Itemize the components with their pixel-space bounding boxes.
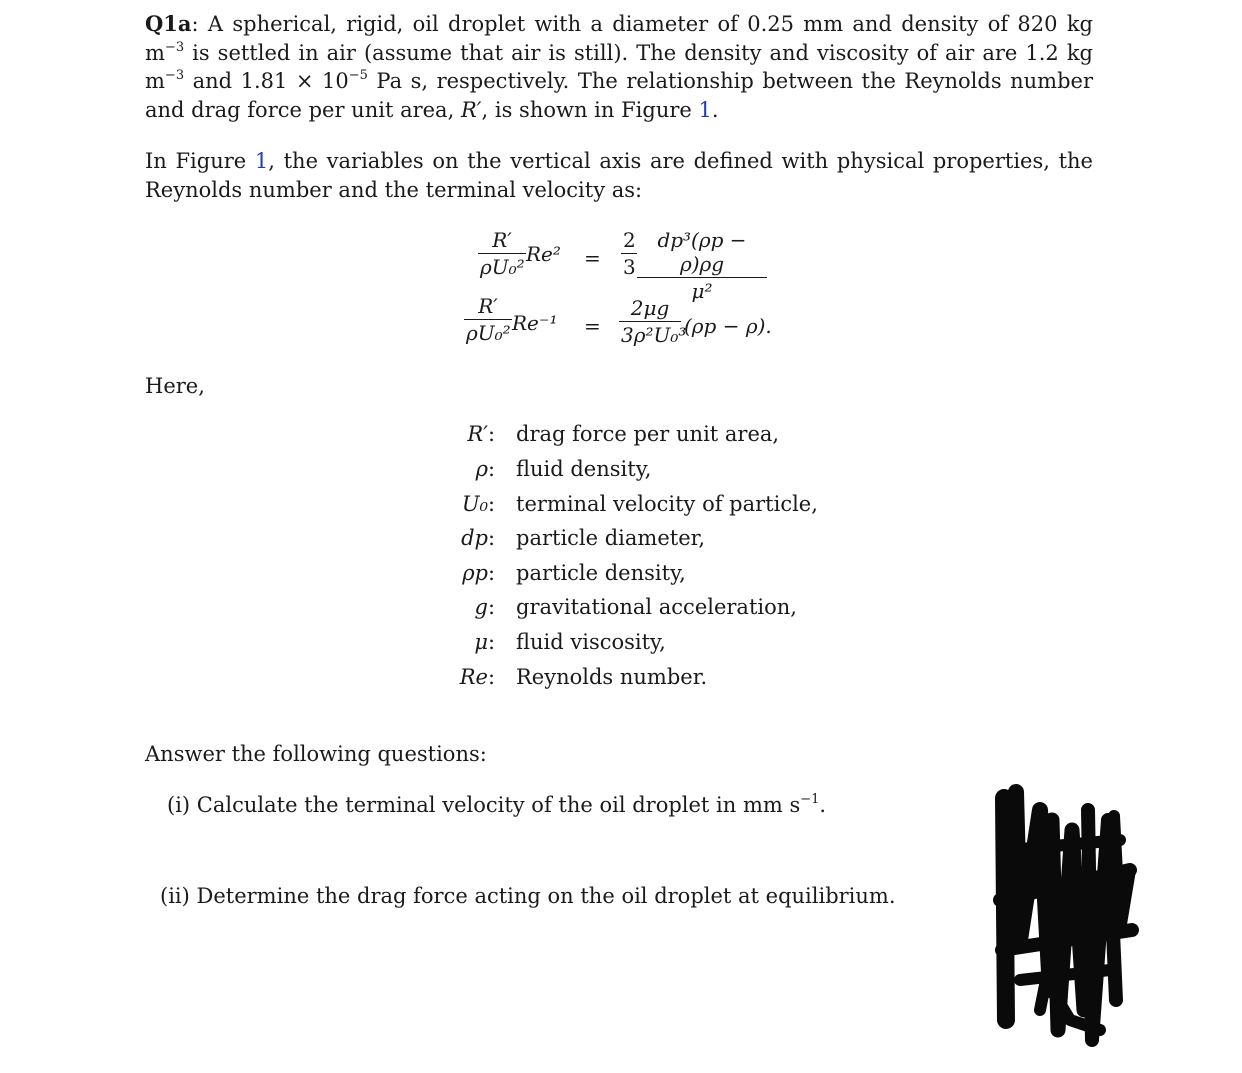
eq1-coefficient (621, 228, 637, 279)
eq2-rhs-tail: (ρp − ρ). (684, 314, 772, 338)
definition-row (420, 422, 920, 456)
definition-row (420, 665, 920, 699)
eq2-lhs-numerator: R′ (478, 294, 498, 318)
viscosity-exponent: −5 (348, 68, 368, 83)
answer-intro: Answer the following questions: (145, 742, 487, 766)
eq1-rhs-numerator: dp³(ρp − ρ)ρg (657, 228, 747, 276)
eq1-rhs-fraction (637, 228, 767, 303)
definition-symbol: dp (461, 526, 488, 550)
definition-symbol: Re (459, 665, 488, 689)
definition-text: terminal velocity of particle, (516, 492, 818, 516)
eq2-rhs-bar (619, 321, 681, 322)
definition-colon: : (488, 422, 496, 446)
figure-intro-text-1: In Figure (145, 149, 255, 173)
part-i-text: Calculate the terminal velocity of the oil droplet in mm s (196, 793, 801, 817)
definition-symbol: U₀ (461, 492, 488, 516)
definition-colon: : (488, 492, 496, 516)
r-prime-symbol: R′ (460, 97, 482, 122)
definition-text: fluid viscosity, (516, 630, 666, 654)
eq2-equals: = (584, 314, 601, 338)
eq2-lhs-reynolds: Re⁻¹ (512, 311, 558, 335)
definition-symbol: g (474, 595, 488, 619)
part-ii (160, 882, 960, 911)
part-i-exponent: −1 (800, 792, 820, 807)
figure-reference-link-2[interactable]: 1 (254, 149, 269, 173)
part-i-end: . (819, 793, 827, 817)
air-density-exponent: −3 (164, 68, 185, 83)
question-text-6: . (711, 97, 719, 122)
definition-text: particle density, (516, 561, 686, 585)
eq1-rhs-bar (637, 277, 767, 278)
question-text-1: : A spherical, rigid, oil droplet with a diameter of 0.25 mm and density of 820 kg m (145, 12, 1093, 65)
eq1-lhs-fraction (478, 228, 526, 279)
eq2-lhs-fraction (464, 294, 512, 345)
eq1-coef-numerator: 2 (623, 228, 636, 252)
definition-colon: : (488, 457, 496, 481)
definition-row (420, 595, 920, 629)
part-ii-label: (ii) (160, 884, 190, 908)
definition-symbol: ρp (462, 561, 488, 585)
figure-reference-link[interactable]: 1 (698, 97, 712, 122)
question-label: Q1a (145, 11, 192, 36)
question-paragraph (145, 10, 1093, 124)
definition-row (420, 492, 920, 526)
here-label: Here, (145, 374, 205, 398)
eq1-coef-bar (621, 253, 637, 254)
question-text-3: and 1.81 × 10 (184, 69, 349, 93)
definition-colon: : (488, 630, 496, 654)
eq1-coef-denominator: 3 (623, 255, 636, 279)
density-exponent: −3 (164, 39, 185, 55)
definition-colon: : (488, 526, 496, 550)
redaction-scribble (980, 780, 1150, 1060)
definition-row (420, 457, 920, 491)
definition-text: fluid density, (516, 457, 652, 481)
question-text-4: Pa s, respectively. The relationship between the Reynolds number and drag force per unit area, (145, 69, 1093, 122)
definition-symbol: ρ (475, 457, 488, 481)
question-text-5: , is shown in Figure (481, 97, 699, 122)
definition-colon: : (488, 561, 496, 585)
definition-text: drag force per unit area, (516, 422, 780, 446)
figure-intro-paragraph (145, 147, 1093, 204)
eq1-lhs-reynolds: Re² (526, 242, 561, 266)
definition-colon: : (488, 665, 496, 689)
part-ii-text: Determine the drag force acting on the oil droplet at equilibrium. (196, 884, 896, 908)
part-i-label: (i) (167, 793, 191, 817)
definition-row (420, 561, 920, 595)
definition-text: particle diameter, (516, 526, 706, 550)
figure-intro-text-2: , the variables on the vertical axis are defined with physical properties, the Reynolds number and the terminal velocity as: (145, 149, 1093, 202)
definition-text: Reynolds number. (516, 665, 708, 689)
definition-symbol: μ (474, 630, 488, 654)
part-i (167, 791, 967, 820)
eq2-rhs-numerator: 2μg (630, 296, 670, 320)
eq1-equals: = (584, 246, 601, 270)
definition-colon: : (488, 595, 496, 619)
eq2-lhs-denominator: ρU₀² (466, 321, 511, 345)
definition-symbol: R′ (467, 422, 488, 446)
eq2-rhs-denominator: 3ρ²U₀³ (621, 323, 687, 347)
eq1-lhs-numerator: R′ (492, 228, 512, 252)
eq2-rhs-fraction (619, 296, 687, 347)
question-text-2: is settled in air (assume that air is still). The density and viscosity of air are 1.2 kg m (145, 40, 1093, 93)
eq1-lhs-bar (478, 253, 526, 254)
eq1-lhs-denominator: ρU₀² (480, 255, 525, 279)
definition-row (420, 630, 920, 664)
definition-row (420, 526, 920, 560)
eq2-lhs-bar (464, 319, 512, 320)
definition-text: gravitational acceleration, (516, 595, 797, 619)
eq1-rhs-denominator: μ² (691, 279, 713, 303)
